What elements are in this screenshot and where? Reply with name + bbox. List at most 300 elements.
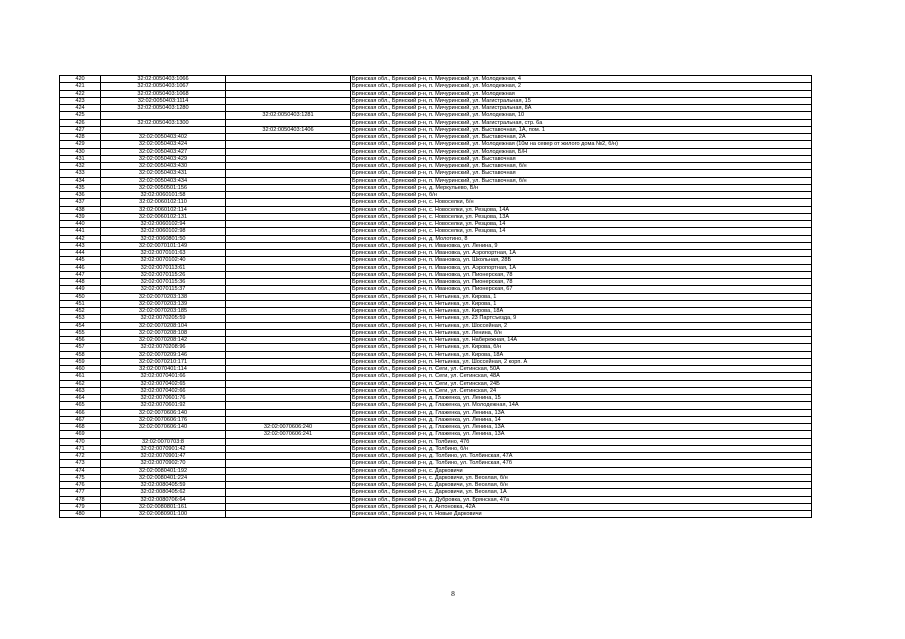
linked-cadastral-number-cell	[226, 257, 351, 264]
row-number-cell: 473	[60, 460, 101, 467]
address-cell: Брянская обл., Брянский р-н, д. Меркульево, Б/н	[351, 184, 812, 191]
address-cell: Брянская обл., Брянский р-н, п. Сеги, ул. Сетинская, 24Б	[351, 380, 812, 387]
address-cell: Брянская обл., Брянский р-н, д. Толбино, б/н	[351, 445, 812, 452]
table-row	[60, 76, 812, 83]
address-cell: Брянская обл., Брянский р-н, п. Нетьинка, ул. Кирова, б/н	[351, 344, 812, 351]
linked-cadastral-number-cell: 32:02:0050403:1281	[226, 112, 351, 119]
table-row	[60, 409, 812, 416]
address-cell: Брянская обл., Брянский р-н, п. Ивановка, ул. Школьная, 28Б	[351, 257, 812, 264]
row-number-cell: 459	[60, 358, 101, 365]
cadastral-number-cell: 32:02:0070208:142	[101, 337, 226, 344]
table-row	[60, 177, 812, 184]
page-number: 8	[451, 589, 455, 598]
cadastral-number-cell: 32:02:0050403:431	[101, 170, 226, 177]
address-cell: Брянская обл., Брянский р-н, п. Толбино, 47б	[351, 438, 812, 445]
address-cell: Брянская обл., Брянский р-н, с. Дарковичи, ул. Веселая, 1А	[351, 489, 812, 496]
row-number-cell: 448	[60, 279, 101, 286]
address-cell: Брянская обл., Брянский р-н, с. Новоселки, ул. Резцова, 14	[351, 221, 812, 228]
cadastral-number-cell: 32:02:0060102:131	[101, 213, 226, 220]
row-number-cell: 479	[60, 503, 101, 510]
address-cell: Брянская обл., Брянский р-н, п. Сеги, ул. Сетинская, 48А	[351, 373, 812, 380]
linked-cadastral-number-cell: 32:02:0070606:240	[226, 424, 351, 431]
address-cell: Брянская обл., Брянский р-н, д. Глаженка, ул. Ленина, 13А	[351, 409, 812, 416]
table-row	[60, 503, 812, 510]
row-number-cell: 445	[60, 257, 101, 264]
cadastral-number-cell: 32:02:0080405:62	[101, 489, 226, 496]
row-number-cell: 434	[60, 177, 101, 184]
row-number-cell: 462	[60, 380, 101, 387]
linked-cadastral-number-cell	[226, 213, 351, 220]
table-row	[60, 380, 812, 387]
address-cell: Брянская обл., Брянский р-н, б/н	[351, 192, 812, 199]
cadastral-number-cell: 32:02:0070209:146	[101, 351, 226, 358]
table-row	[60, 105, 812, 112]
address-cell: Брянская обл., Брянский р-н, с. Дарковичи, ул. Веселая, б/н	[351, 474, 812, 481]
linked-cadastral-number-cell	[226, 192, 351, 199]
row-number-cell: 451	[60, 300, 101, 307]
linked-cadastral-number-cell	[226, 250, 351, 257]
table-row	[60, 474, 812, 481]
address-cell: Брянская обл., Брянский р-н, п. Ивановка, ул. Пионерская, 67	[351, 286, 812, 293]
cadastral-number-cell: 32:02:0080706:64	[101, 496, 226, 503]
cadastral-number-cell: 32:02:0070402:66	[101, 387, 226, 394]
linked-cadastral-number-cell	[226, 395, 351, 402]
address-cell: Брянская обл., Брянский р-н, с. Новоселки, б/н	[351, 199, 812, 206]
row-number-cell: 456	[60, 337, 101, 344]
row-number-cell: 430	[60, 148, 101, 155]
linked-cadastral-number-cell	[226, 474, 351, 481]
cadastral-number-cell: 32:02:0070208:96	[101, 344, 226, 351]
table-row	[60, 192, 812, 199]
row-number-cell: 476	[60, 482, 101, 489]
address-cell: Брянская обл., Брянский р-н, п. Мичуринский, ул. Выставочная, 2А	[351, 134, 812, 141]
cadastral-number-cell: 32:02:0070102:40	[101, 257, 226, 264]
linked-cadastral-number-cell	[226, 279, 351, 286]
linked-cadastral-number-cell	[226, 496, 351, 503]
address-cell: Брянская обл., Брянский р-н, д. Глаженка, ул. Молодежная, 14А	[351, 402, 812, 409]
cadastral-number-cell: 32:02:0050403:1066	[101, 76, 226, 83]
table-row	[60, 351, 812, 358]
row-number-cell: 466	[60, 409, 101, 416]
row-number-cell: 425	[60, 112, 101, 119]
linked-cadastral-number-cell	[226, 105, 351, 112]
table-row	[60, 373, 812, 380]
linked-cadastral-number-cell	[226, 511, 351, 518]
linked-cadastral-number-cell	[226, 155, 351, 162]
row-number-cell: 441	[60, 228, 101, 235]
table-row	[60, 112, 812, 119]
table-row	[60, 358, 812, 365]
table-row	[60, 141, 812, 148]
cadastral-number-cell: 32:02:0050403:1300	[101, 119, 226, 126]
linked-cadastral-number-cell	[226, 286, 351, 293]
linked-cadastral-number-cell	[226, 271, 351, 278]
table-row	[60, 257, 812, 264]
linked-cadastral-number-cell	[226, 322, 351, 329]
linked-cadastral-number-cell	[226, 445, 351, 452]
table-row	[60, 170, 812, 177]
address-cell: Брянская обл., Брянский р-н, п. Нетьинка, ул. Ленина, б/н	[351, 329, 812, 336]
table-row	[60, 395, 812, 402]
cadastral-number-cell: 32:02:0070101:63	[101, 250, 226, 257]
address-cell: Брянская обл., Брянский р-н, п. Нетьинка, ул. Кирова, 18А	[351, 351, 812, 358]
row-number-cell: 461	[60, 373, 101, 380]
row-number-cell: 447	[60, 271, 101, 278]
row-number-cell: 439	[60, 213, 101, 220]
address-cell: Брянская обл., Брянский р-н, п. Новые Дарковичи	[351, 511, 812, 518]
cadastral-number-cell: 32:02:0070203:139	[101, 300, 226, 307]
table-row	[60, 424, 812, 431]
cadastral-number-cell: 32:02:0070208:104	[101, 322, 226, 329]
row-number-cell: 460	[60, 366, 101, 373]
table-row	[60, 184, 812, 191]
table-row	[60, 155, 812, 162]
table-row	[60, 148, 812, 155]
cadastral-number-cell: 32:02:0070101:149	[101, 242, 226, 249]
register-table	[59, 75, 812, 518]
cadastral-number-cell: 32:02:0050403:424	[101, 141, 226, 148]
cadastral-number-cell: 32:02:0070606:140	[101, 424, 226, 431]
cadastral-number-cell: 32:02:0050501:156	[101, 184, 226, 191]
row-number-cell: 478	[60, 496, 101, 503]
table-row	[60, 337, 812, 344]
address-cell: Брянская обл., Брянский р-н, п. Ивановка, ул. Аэропортная, 1А	[351, 264, 812, 271]
address-cell: Брянская обл., Брянский р-н, п. Сеги, ул. Сетинская, 24	[351, 387, 812, 394]
row-number-cell: 420	[60, 76, 101, 83]
row-number-cell: 423	[60, 97, 101, 104]
table-row	[60, 271, 812, 278]
linked-cadastral-number-cell	[226, 264, 351, 271]
linked-cadastral-number-cell	[226, 337, 351, 344]
cadastral-number-cell: 32:02:0060801:50	[101, 235, 226, 242]
address-cell: Брянская обл., Брянский р-н, с. Новоселки, ул. Резцова, 13А	[351, 213, 812, 220]
cadastral-number-cell: 32:02:0050403:429	[101, 155, 226, 162]
table-row	[60, 90, 812, 97]
linked-cadastral-number-cell	[226, 503, 351, 510]
cadastral-number-cell: 32:02:0070205:59	[101, 315, 226, 322]
cadastral-number-cell: 32:02:0070401:114	[101, 366, 226, 373]
cadastral-number-cell: 32:02:0060102:94	[101, 221, 226, 228]
linked-cadastral-number-cell	[226, 134, 351, 141]
table-row	[60, 453, 812, 460]
cadastral-number-cell	[101, 126, 226, 133]
cadastral-number-cell	[101, 112, 226, 119]
table-row	[60, 119, 812, 126]
cadastral-number-cell: 32:02:0070606:140	[101, 409, 226, 416]
linked-cadastral-number-cell	[226, 315, 351, 322]
table-row	[60, 467, 812, 474]
address-cell: Брянская обл., Брянский р-н, п. Мичуринский, ул. Выставочная, б/н	[351, 177, 812, 184]
cadastral-number-cell: 32:02:0050403:427	[101, 148, 226, 155]
address-cell: Брянская обл., Брянский р-н, п. Мичуринский, ул. Магистральная, 8А	[351, 105, 812, 112]
linked-cadastral-number-cell	[226, 453, 351, 460]
address-cell: Брянская обл., Брянский р-н, п. Нетьинка, ул. Кирова, 1	[351, 300, 812, 307]
row-number-cell: 457	[60, 344, 101, 351]
table-row	[60, 344, 812, 351]
table-row	[60, 431, 812, 438]
address-cell: Брянская обл., Брянский р-н, п. Мичуринский, ул. Выставочная	[351, 170, 812, 177]
row-number-cell: 442	[60, 235, 101, 242]
cadastral-number-cell: 32:02:0070901:42	[101, 445, 226, 452]
table-row	[60, 482, 812, 489]
address-cell: Брянская обл., Брянский р-н, д. Толбино, ул. Толбинская, 47б	[351, 460, 812, 467]
linked-cadastral-number-cell	[226, 300, 351, 307]
linked-cadastral-number-cell	[226, 235, 351, 242]
linked-cadastral-number-cell	[226, 467, 351, 474]
table-row	[60, 387, 812, 394]
cadastral-number-cell: 32:02:0080901:100	[101, 511, 226, 518]
register-table-body	[60, 76, 812, 518]
row-number-cell: 422	[60, 90, 101, 97]
row-number-cell: 449	[60, 286, 101, 293]
row-number-cell: 428	[60, 134, 101, 141]
row-number-cell: 477	[60, 489, 101, 496]
cadastral-number-cell: 32:02:0080405:59	[101, 482, 226, 489]
table-row	[60, 496, 812, 503]
row-number-cell: 469	[60, 431, 101, 438]
address-cell: Брянская обл., Брянский р-н, п. Нетьинка, ул. Кирова, 1	[351, 293, 812, 300]
cadastral-number-cell: 32:02:0070901:47	[101, 453, 226, 460]
table-row	[60, 250, 812, 257]
table-row	[60, 366, 812, 373]
row-number-cell: 424	[60, 105, 101, 112]
table-row	[60, 329, 812, 336]
table-row	[60, 489, 812, 496]
table-row	[60, 242, 812, 249]
table-row	[60, 402, 812, 409]
table-row	[60, 235, 812, 242]
row-number-cell: 444	[60, 250, 101, 257]
linked-cadastral-number-cell	[226, 416, 351, 423]
table-row	[60, 264, 812, 271]
cadastral-number-cell: 32:02:0070115:37	[101, 286, 226, 293]
row-number-cell: 446	[60, 264, 101, 271]
table-row	[60, 83, 812, 90]
row-number-cell: 438	[60, 206, 101, 213]
row-number-cell: 436	[60, 192, 101, 199]
cadastral-number-cell: 32:02:0070401:66	[101, 373, 226, 380]
address-cell: Брянская обл., Брянский р-н, д. Глаженка, ул. Ленина, 15	[351, 395, 812, 402]
linked-cadastral-number-cell: 32:02:0070606:241	[226, 431, 351, 438]
cadastral-number-cell: 32:02:0070402:65	[101, 380, 226, 387]
linked-cadastral-number-cell	[226, 402, 351, 409]
cadastral-number-cell: 32:02:0050403:1114	[101, 97, 226, 104]
linked-cadastral-number-cell: 32:02:0050403:1406	[226, 126, 351, 133]
cadastral-number-cell: 32:02:0070203:185	[101, 308, 226, 315]
address-cell: Брянская обл., Брянский р-н, п. Антоновка, 42А	[351, 503, 812, 510]
table-row	[60, 416, 812, 423]
cadastral-number-cell: 32:02:0050403:430	[101, 163, 226, 170]
linked-cadastral-number-cell	[226, 119, 351, 126]
address-cell: Брянская обл., Брянский р-н, п. Мичуринский, ул. Молодежная	[351, 90, 812, 97]
cadastral-number-cell: 32:02:0070606:176	[101, 416, 226, 423]
linked-cadastral-number-cell	[226, 76, 351, 83]
table-row	[60, 134, 812, 141]
row-number-cell: 474	[60, 467, 101, 474]
linked-cadastral-number-cell	[226, 170, 351, 177]
cadastral-number-cell: 32:02:0070115:36	[101, 279, 226, 286]
table-row	[60, 221, 812, 228]
cadastral-number-cell: 32:02:0060101:58	[101, 192, 226, 199]
linked-cadastral-number-cell	[226, 380, 351, 387]
table-row	[60, 460, 812, 467]
table-row	[60, 322, 812, 329]
linked-cadastral-number-cell	[226, 358, 351, 365]
linked-cadastral-number-cell	[226, 177, 351, 184]
table-row	[60, 126, 812, 133]
table-row	[60, 213, 812, 220]
row-number-cell: 480	[60, 511, 101, 518]
row-number-cell: 432	[60, 163, 101, 170]
row-number-cell: 453	[60, 315, 101, 322]
row-number-cell: 471	[60, 445, 101, 452]
table-row	[60, 308, 812, 315]
cadastral-number-cell: 32:02:0060102:114	[101, 206, 226, 213]
row-number-cell: 452	[60, 308, 101, 315]
table-row	[60, 206, 812, 213]
cadastral-number-cell: 32:02:0080801:161	[101, 503, 226, 510]
linked-cadastral-number-cell	[226, 409, 351, 416]
table-row	[60, 279, 812, 286]
linked-cadastral-number-cell	[226, 308, 351, 315]
linked-cadastral-number-cell	[226, 199, 351, 206]
cadastral-number-cell: 32:02:0050403:402	[101, 134, 226, 141]
row-number-cell: 454	[60, 322, 101, 329]
table-row	[60, 199, 812, 206]
address-cell: Брянская обл., Брянский р-н, п. Ивановка, ул. Аэропортная, 1А	[351, 250, 812, 257]
cadastral-number-cell: 32:02:0050403:1280	[101, 105, 226, 112]
cadastral-number-cell: 32:02:0050403:434	[101, 177, 226, 184]
address-cell: Брянская обл., Брянский р-н, с. Дарковичи, ул. Веселая, б/н	[351, 482, 812, 489]
address-cell: Брянская обл., Брянский р-н, д. Глаженка, ул. Ленина, 13А	[351, 431, 812, 438]
cadastral-number-cell: 32:02:0050403:1068	[101, 90, 226, 97]
address-cell: Брянская обл., Брянский р-н, п. Мичуринский, ул. Молодежная, Б/Н	[351, 148, 812, 155]
row-number-cell: 450	[60, 293, 101, 300]
linked-cadastral-number-cell	[226, 387, 351, 394]
cadastral-number-cell: 32:02:0070113:61	[101, 264, 226, 271]
cadastral-number-cell: 32:02:0070203:138	[101, 293, 226, 300]
table-row	[60, 286, 812, 293]
address-cell: Брянская обл., Брянский р-н, д. Толбино, ул. Толбинская, 47А	[351, 453, 812, 460]
linked-cadastral-number-cell	[226, 206, 351, 213]
cadastral-number-cell: 32:02:0080401:224	[101, 474, 226, 481]
address-cell: Брянская обл., Брянский р-н, п. Мичуринский, ул. Молодежная (10м на север от жилого дома №2, б/н)	[351, 141, 812, 148]
address-cell: Брянская обл., Брянский р-н, п. Мичуринский, ул. Выставочная, б/н	[351, 163, 812, 170]
address-cell: Брянская обл., Брянский р-н, п. Мичуринский, ул. Магистральная, 15	[351, 97, 812, 104]
table-row	[60, 293, 812, 300]
address-cell: Брянская обл., Брянский р-н, п. Нетьинка, ул. Шоссейная, 2 корп. А	[351, 358, 812, 365]
cadastral-number-cell: 32:02:0070703:8	[101, 438, 226, 445]
address-cell: Брянская обл., Брянский р-н, с. Новоселки, ул. Резцова, 14	[351, 228, 812, 235]
linked-cadastral-number-cell	[226, 438, 351, 445]
row-number-cell: 431	[60, 155, 101, 162]
linked-cadastral-number-cell	[226, 344, 351, 351]
row-number-cell: 429	[60, 141, 101, 148]
cadastral-number-cell: 32:02:0070115:26	[101, 271, 226, 278]
linked-cadastral-number-cell	[226, 351, 351, 358]
row-number-cell: 426	[60, 119, 101, 126]
row-number-cell: 458	[60, 351, 101, 358]
address-cell: Брянская обл., Брянский р-н, п. Нетьинка, ул. Набережная, 14А	[351, 337, 812, 344]
linked-cadastral-number-cell	[226, 148, 351, 155]
linked-cadastral-number-cell	[226, 97, 351, 104]
cadastral-number-cell: 32:02:0050403:1067	[101, 83, 226, 90]
table-row	[60, 511, 812, 518]
linked-cadastral-number-cell	[226, 373, 351, 380]
row-number-cell: 427	[60, 126, 101, 133]
table-row	[60, 97, 812, 104]
linked-cadastral-number-cell	[226, 90, 351, 97]
linked-cadastral-number-cell	[226, 460, 351, 467]
address-cell: Брянская обл., Брянский р-н, с. Новоселки, ул. Резцова, 14А	[351, 206, 812, 213]
linked-cadastral-number-cell	[226, 163, 351, 170]
table-row	[60, 300, 812, 307]
table-row	[60, 445, 812, 452]
row-number-cell: 433	[60, 170, 101, 177]
row-number-cell: 467	[60, 416, 101, 423]
address-cell: Брянская обл., Брянский р-н, д. Глаженка, ул. Ленина, 13А	[351, 424, 812, 431]
table-row	[60, 163, 812, 170]
cadastral-number-cell: 32:02:0070208:108	[101, 329, 226, 336]
cadastral-number-cell: 32:02:0070601:76	[101, 395, 226, 402]
address-cell: Брянская обл., Брянский р-н, п. Ивановка, ул. Пионерская, 78	[351, 271, 812, 278]
cadastral-number-cell: 32:02:0070902:70	[101, 460, 226, 467]
cadastral-number-cell: 32:02:0080401:192	[101, 467, 226, 474]
linked-cadastral-number-cell	[226, 221, 351, 228]
row-number-cell: 468	[60, 424, 101, 431]
row-number-cell: 475	[60, 474, 101, 481]
row-number-cell: 435	[60, 184, 101, 191]
address-cell: Брянская обл., Брянский р-н, д. Дубровка, ул. Брянская, 47а	[351, 496, 812, 503]
address-cell: Брянская обл., Брянский р-н, п. Мичуринский, ул. Молодежная, 4	[351, 76, 812, 83]
cadastral-number-cell: 32:02:0060102:110	[101, 199, 226, 206]
row-number-cell: 455	[60, 329, 101, 336]
address-cell: Брянская обл., Брянский р-н, п. Мичуринский, ул. Выставочная, 1А, пом. 1	[351, 126, 812, 133]
linked-cadastral-number-cell	[226, 293, 351, 300]
table-row	[60, 438, 812, 445]
linked-cadastral-number-cell	[226, 83, 351, 90]
row-number-cell: 472	[60, 453, 101, 460]
address-cell: Брянская обл., Брянский р-н, п. Мичуринский, ул. Молодежная, 2	[351, 83, 812, 90]
row-number-cell: 421	[60, 83, 101, 90]
table-row	[60, 228, 812, 235]
linked-cadastral-number-cell	[226, 141, 351, 148]
linked-cadastral-number-cell	[226, 184, 351, 191]
address-cell: Брянская обл., Брянский р-н, с. Дарковичи	[351, 467, 812, 474]
row-number-cell: 464	[60, 395, 101, 402]
address-cell: Брянская обл., Брянский р-н, п. Ивановка, ул. Ленина, 9	[351, 242, 812, 249]
linked-cadastral-number-cell	[226, 482, 351, 489]
row-number-cell: 443	[60, 242, 101, 249]
address-cell: Брянская обл., Брянский р-н, п. Мичуринский, ул. Молодежная, 10	[351, 112, 812, 119]
linked-cadastral-number-cell	[226, 329, 351, 336]
cadastral-number-cell: 32:02:0070210:171	[101, 358, 226, 365]
linked-cadastral-number-cell	[226, 242, 351, 249]
address-cell: Брянская обл., Брянский р-н, п. Нетьинка, ул. 23 Партсъезда, 9	[351, 315, 812, 322]
cadastral-number-cell	[101, 431, 226, 438]
row-number-cell: 440	[60, 221, 101, 228]
row-number-cell: 437	[60, 199, 101, 206]
address-cell: Брянская обл., Брянский р-н, п. Сеги, ул. Сетинская, 50А	[351, 366, 812, 373]
linked-cadastral-number-cell	[226, 489, 351, 496]
address-cell: Брянская обл., Брянский р-н, п. Мичуринский, ул. Выставочная	[351, 155, 812, 162]
address-cell: Брянская обл., Брянский р-н, п. Нетьинка, ул. Шоссейная, 2	[351, 322, 812, 329]
address-cell: Брянская обл., Брянский р-н, п. Ивановка, ул. Пионерская, 78	[351, 279, 812, 286]
row-number-cell: 463	[60, 387, 101, 394]
row-number-cell: 465	[60, 402, 101, 409]
address-cell: Брянская обл., Брянский р-н, д. Глаженка, ул. Ленина, 14	[351, 416, 812, 423]
table-row	[60, 315, 812, 322]
